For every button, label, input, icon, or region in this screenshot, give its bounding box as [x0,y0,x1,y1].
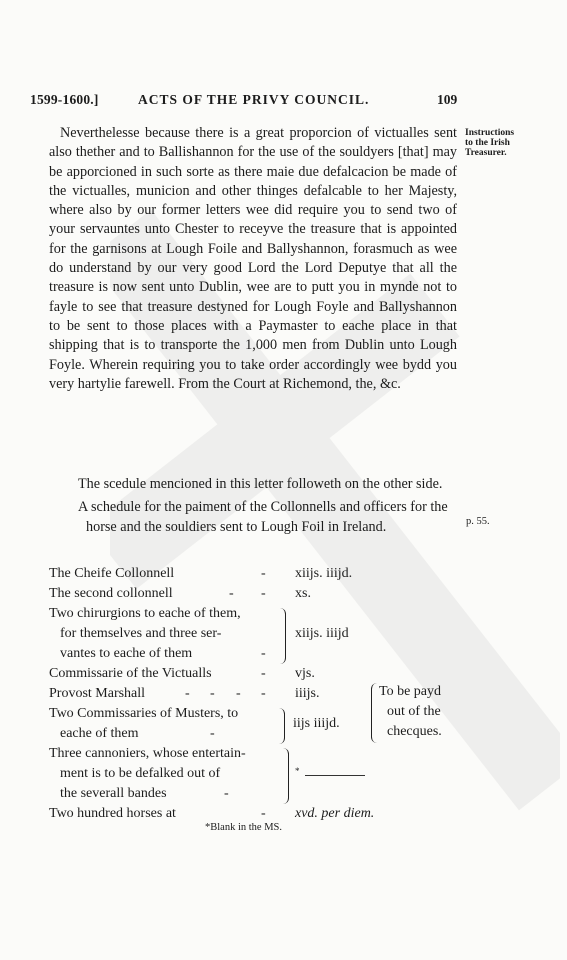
schedule-label: eache of them [60,726,139,741]
blank-rule [305,766,365,776]
leader-dash: - [261,686,266,701]
brace [280,608,286,664]
schedule-label: Two hundred horses at [49,806,176,821]
blank-marker: * [295,766,300,776]
schedule-amount: xvd. per diem. [295,806,375,821]
schedule-label: Provost Marshall [49,686,146,701]
page-number: 109 [437,92,458,107]
schedule-intro [49,475,457,537]
leader-dash: - [261,646,266,661]
paid-note-line: out of the [387,704,441,719]
paid-note-line: checques. [387,724,442,739]
leader-dash: - [210,726,215,741]
leader-dash: - [261,586,266,601]
leader-dash: - [236,686,241,701]
schedule-title: A schedule for the paiment of the Collonnells and officers for the horse and the souldiers sent to Lough Foil in Ireland. [78,499,448,535]
brace [283,748,289,804]
margin-note-line: Instructions [465,128,515,138]
schedule-amount: vjs. [295,666,315,681]
body-text [49,124,457,394]
schedule-label: for themselves and three ser- [60,626,222,641]
schedule-amount: xiijs. iiijd. [295,566,353,581]
header-years: 1599-1600.] [30,92,99,107]
margin-note-page-ref: p. 55. [466,516,490,527]
schedule-label: vantes to eache of them [60,646,193,661]
brace [279,708,285,744]
schedule-label: The second collonnell [49,586,173,601]
leader-dash: - [224,786,229,801]
schedule-label: ment is to be defalked out of [60,766,221,781]
leader-dash: - [261,806,266,821]
margin-note-line: to the Irish [465,138,510,148]
schedule-amount: xiijs. iiijd [295,626,349,641]
schedule-note: The scedule mencioned in this letter followeth on the other side. [78,476,443,492]
header-title: ACTS OF THE PRIVY COUNCIL. [138,92,370,107]
leader-dash: - [185,686,190,701]
brace [371,683,377,743]
leader-dash: - [261,566,266,581]
footnote: *Blank in the MS. [205,822,283,833]
schedule-amount: iijs iiijd. [293,716,340,731]
margin-note-line: Treasurer. [465,148,507,158]
running-header [30,92,530,112]
schedule-label: Two Commissaries of Musters, to [49,706,239,721]
margin-note-instructions [465,128,545,158]
schedule-label: Commissarie of the Victualls [49,666,212,681]
schedule-label: the severall bandes [60,786,167,801]
leader-dash: - [229,586,234,601]
paid-note-line: To be payd [379,684,442,699]
leader-dash: - [261,666,266,681]
body-paragraph: Neverthelesse because there is a great proporcion of victualles sent also thether and to Ballishannon for the use of the souldyers [that] may be apporcioned in such sorte as there maie due defalcacion be made of the victualles, municion and other thinges defalcable to her Majesty, where also by our former letters wee did require you to send two of your servauntes unto Chester to receyve the treasure that is appointed for the garnisons at Lough Foile and Ballyshannon, forasmuch as wee do understand by our very good Lord the Lord Deputye that all the treasure is now sent unto Dublin, wee are to putt you in mynde not to fayle to see that treasure destyned for Lough Foyle and Ballyshannon to be sent to those places with a Paymaster to eache place in that shipping that is to transporte the 1,000 men from Dublin unto Lough Foyle. Wherein requiring you to take order accordingly wee bydd you very hartylie farewell. From the Court at Richemond, the, &c. [49,125,457,392]
schedule-label: Two chirurgions to eache of them, [49,606,241,621]
schedule-amount: xs. [295,586,311,601]
leader-dash: - [210,686,215,701]
schedule-label: Three cannoniers, whose entertain- [49,746,246,761]
schedule-amount: iiijs. [295,686,320,701]
schedule-label: The Cheife Collonnell [49,566,175,581]
